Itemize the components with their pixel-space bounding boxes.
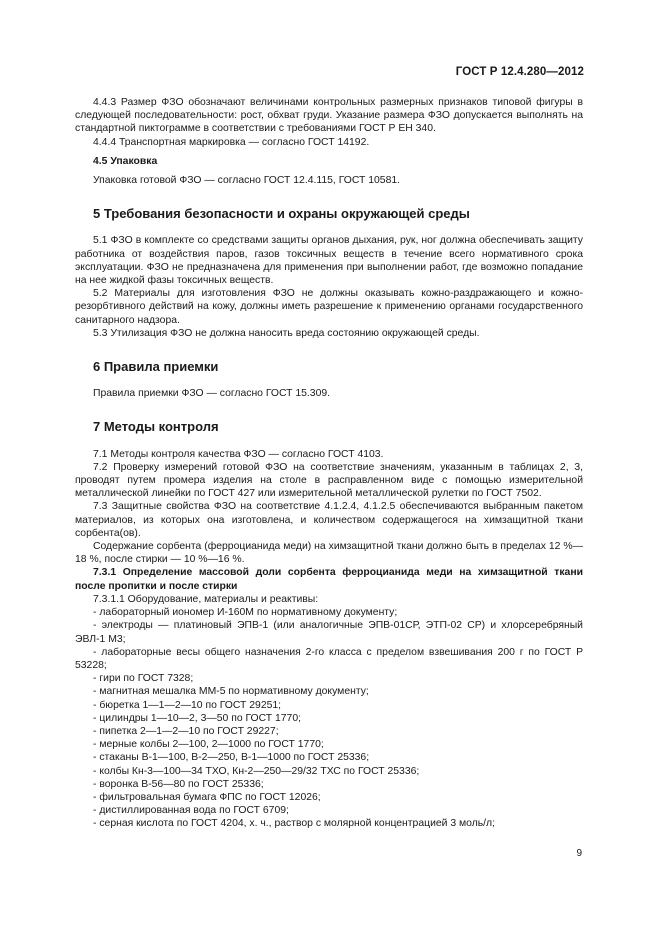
section-title-6: 6 Правила приемки (93, 359, 219, 375)
list-item: - фильтровальная бумага ФПС по ГОСТ 12026; (93, 791, 321, 803)
document-body (75, 96, 583, 831)
paragraph-5-2: 5.2 Материалы для изготовления ФЗО не должны оказывать кожно-раздражающего и кожно-резорбтивного действий на кожу, должны иметь разрешение к применению органами государственного санитарного надзора. (75, 288, 583, 326)
paragraph-7-3-sorbent: Содержание сорбента (ферроцианида меди) на химзащитной ткани должно быть в пределах 12 %—18 %, после стирки — 10 %—16 %. (75, 541, 583, 566)
paragraph-7-3: 7.3 Защитные свойства ФЗО на соответствие 4.1.2.4, 4.1.2.5 обеспечиваются выбранным пакетом материалов, из которых она изготовлена, и количеством содержащегося на химзащитной ткани сорбента(ов). (75, 501, 583, 539)
paragraph-5-1: 5.1 ФЗО в комплекте со средствами защиты органов дыхания, рук, ног должна обеспечивать защиту работника от воздействия паров, газов токсичных веществ в течение всего нормативного срока эксплуатации. ФЗО не предназначена для применения при выполнении работ, где возможно попадание на нее жидкой фазы токсичных веществ. (75, 235, 583, 287)
list-item: - мерные колбы 2—100, 2—1000 по ГОСТ 1770; (93, 739, 324, 751)
list-item: - воронка В-56—80 по ГОСТ 25336; (93, 778, 264, 790)
list-item: - гири по ГОСТ 7328; (93, 673, 194, 685)
list-item: - дистиллированная вода по ГОСТ 6709; (93, 805, 289, 817)
page-number: 9 (576, 848, 582, 859)
list-item: - колбы Кн-3—100—34 ТХО, Кн-2—250—29/32 ТХС по ГОСТ 25336; (93, 765, 420, 777)
subsection-title-7-3-1: 7.3.1 Определение массовой доли сорбента ферроцианида меди на химзащитной ткани после пропитки и после стирки (75, 567, 583, 592)
paragraph-6: Правила приемки ФЗО — согласно ГОСТ 15.309. (93, 388, 331, 400)
document-header: ГОСТ Р 12.4.280—2012 (455, 66, 584, 78)
list-item: - лабораторные весы общего назначения 2-го класса с пределом взвешивания 200 г по ГОСТ Р 53228; (75, 646, 583, 671)
paragraph-4-4-3: 4.4.3 Размер ФЗО обозначают величинами контрольных размерных признаков типовой фигуры в следующей последовательности: рост, обхват груди. Указание размера ФЗО допускается выполнять на стандартной пиктограмме в соответствии с требованиями ГОСТ Р ЕН 340. (75, 97, 583, 135)
list-item: - пипетка 2—1—2—10 по ГОСТ 29227; (93, 725, 279, 737)
list-item: - магнитная мешалка ММ-5 по нормативному документу; (93, 686, 369, 698)
section-title-7: 7 Методы контроля (93, 419, 219, 435)
list-item: - цилиндры 1—10—2, 3—50 по ГОСТ 1770; (93, 712, 301, 724)
list-item: - бюретка 1—1—2—10 по ГОСТ 29251; (93, 699, 282, 711)
list-item: - серная кислота по ГОСТ 4204, х. ч., раствор с молярной концентрацией 3 моль/л; (93, 818, 496, 830)
list-item: - электроды — платиновый ЭПВ-1 (или аналогичные ЭПВ-01СР, ЭТП-02 СР) и хлорсеребряный ЭВЛ-1 М3; (75, 620, 583, 645)
subsection-title-4-5: 4.5 Упаковка (93, 155, 158, 167)
paragraph-5-3: 5.3 Утилизация ФЗО не должна наносить вреда состоянию окружающей среды. (93, 327, 480, 339)
paragraph-7-3-1-1: 7.3.1.1 Оборудование, материалы и реактивы: (93, 593, 319, 605)
paragraph-4-5: Упаковка готовой ФЗО — согласно ГОСТ 12.4.115, ГОСТ 10581. (93, 175, 401, 187)
equipment-list (75, 606, 583, 830)
section-title-5: 5 Требования безопасности и охраны окружающей среды (93, 206, 470, 222)
paragraph-4-4-4: 4.4.4 Транспортная маркировка — согласно ГОСТ 14192. (93, 136, 370, 148)
list-item: - лабораторный иономер И-160М по нормативному документу; (93, 607, 398, 619)
paragraph-7-2: 7.2 Проверку измерений готовой ФЗО на соответствие значениям, указанным в таблицах 2, 3, проводят путем промера изделия на столе в расправленном виде с помощью измерительной металлической линейки по ГОСТ 427 или измерительной металлической рулетки по ГОСТ 7502. (75, 461, 583, 500)
list-item: - стаканы В-1—100, В-2—250, В-1—1000 по ГОСТ 25336; (93, 752, 370, 764)
paragraph-7-1: 7.1 Методы контроля качества ФЗО — согласно ГОСТ 4103. (93, 448, 384, 460)
